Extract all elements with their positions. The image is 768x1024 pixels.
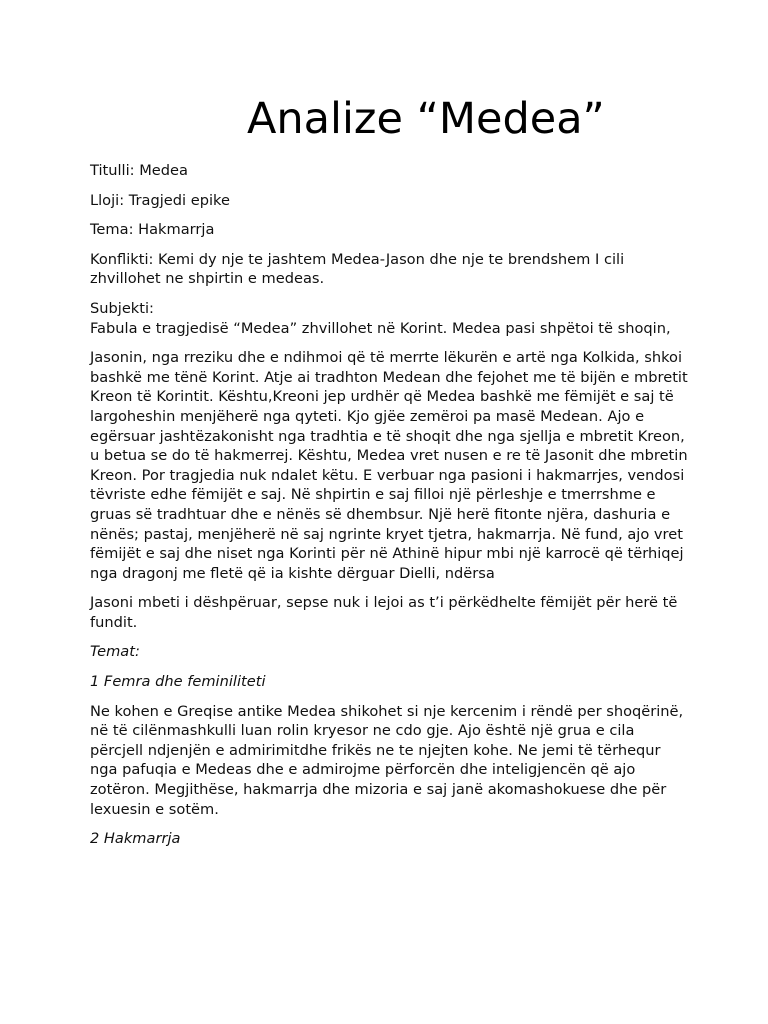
paragraph-jasonin: Jasonin, nga rreziku dhe e ndihmoi që të merrte lëkurën e artë nga Kolkida, shkoi bashkë me tënë Korint. Atje ai tradhton Medean dhe fejohet me të bijën e mbretit Kreon të Korintit. Kështu,Kreoni jep urdhër që Medea bashkë me fëmijët e saj të largoheshin menjëherë nga qyteti. Kjo gjëe zemëroi pa masë Medean. Ajo e egërsuar jashtëzakonisht nga tradhtia e të shoqit dhe nga sjellja e mbretit Kreon, u betua se do të hakmerrej. Kështu, Medea vret nusen e re të Jasonit dhe mbretin Kreon. Por tragjedia nuk ndalet këtu. E verbuar nga pasioni i hakmarrjes, vendosi tëvriste edhe fëmijët e saj. Në shpirtin e saj filloi një përleshje e tmerrshme e gruas së tradhtuar dhe e nënës së dhembsur. Një herë fitonte njëra, dashuria e nënës; pastaj, menjëherë në saj ngrinte kryet tjetra, hakmarrja. Në fund, ajo vret fëmijët e saj dhe niset nga Korinti për në Athinë hipur mbi një karrocë që tërhiqej nga dragonj me fletë që ia kishte dërguar Dielli, ndërsa bbox=[90, 349, 688, 582]
heading-temat: Temat: bbox=[90, 643, 140, 661]
paragraph-konflikti: Konflikti: Kemi dy nje te jashtem Medea-Jason dhe nje te brendshem I cili zhvillohet ne shpirtin e medeas. bbox=[90, 250, 625, 288]
paragraph-greqia: Ne kohen e Greqise antike Medea shikohet si nje kercenim i rëndë per shoqërinë, në të cilënmashkulli luan rolin kryesor ne cdo gje. Ajo është një grua e cila përcjell ndjenjën e admirimitdhe frikës ne te njejten kohe. Ne jemi të tërhequr nga pafuqia e Medeas dhe e admirojme përforcën dhe inteligjencën që ajo zotëron. Megjithëse, hakmarrja dhe mizoria e saj janë akomashokuese dhe për lexuesin e sotëm. bbox=[90, 702, 684, 818]
document-title: Analize “Medea” bbox=[247, 94, 605, 144]
heading-hakmarrja: 2 Hakmarrja bbox=[90, 830, 181, 848]
paragraph-lloji: Lloji: Tragjedi epike bbox=[90, 191, 230, 209]
heading-femra: 1 Femra dhe feminiliteti bbox=[90, 673, 266, 691]
paragraph-subjekti-label: Subjekti: bbox=[90, 299, 154, 317]
paragraph-fabula: Fabula e tragjedisë “Medea” zhvillohet në Korint. Medea pasi shpëtoi të shoqin, bbox=[90, 319, 671, 337]
paragraph-tema: Tema: Hakmarrja bbox=[90, 221, 215, 239]
document-body bbox=[90, 161, 690, 859]
paragraph-titulli: Titulli: Medea bbox=[90, 162, 188, 179]
paragraph-jasoni-mbeti: Jasoni mbeti i dëshpëruar, sepse nuk i lejoi as t’i përkëdhelte fëmijët për herë të fundit. bbox=[90, 594, 678, 631]
